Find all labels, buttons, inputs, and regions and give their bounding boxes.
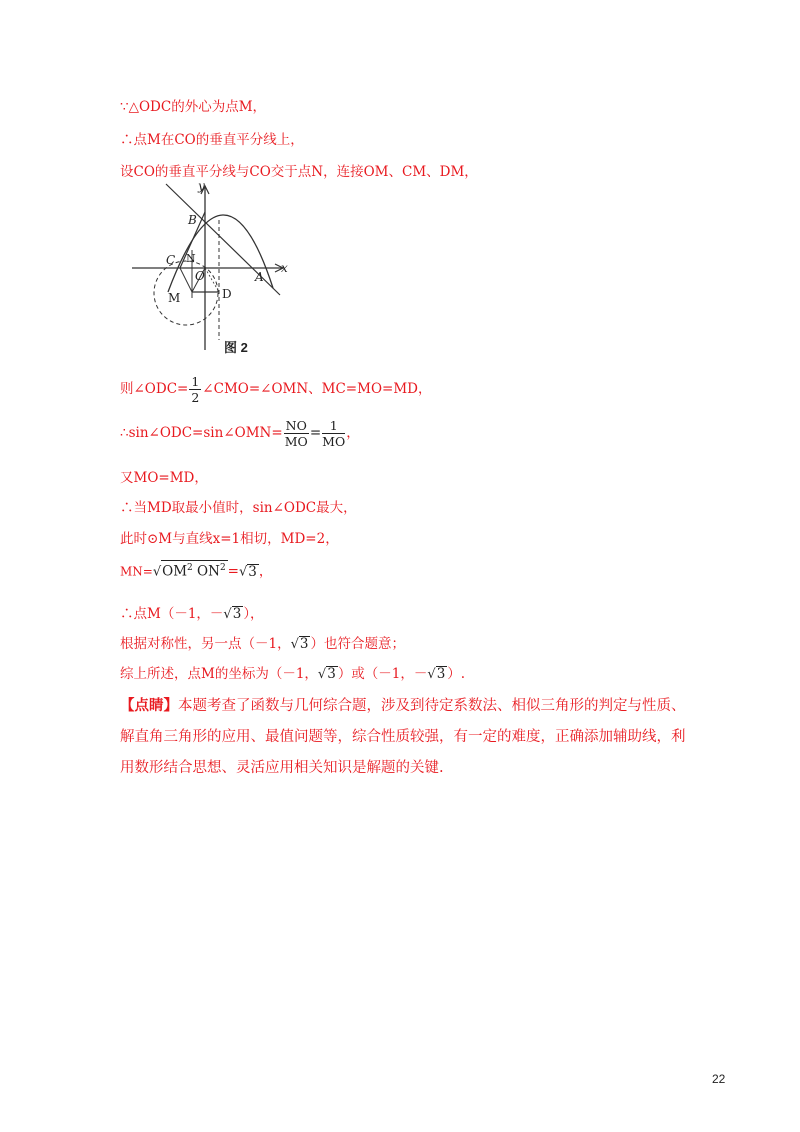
line-perpendicular-bisector: ∴点M在CO的垂直平分线上， xyxy=(120,132,304,148)
line-symmetry xyxy=(120,635,405,654)
page-number: 22 xyxy=(712,1072,726,1086)
label-o: O xyxy=(195,269,205,283)
radical-sign: √ xyxy=(223,607,232,622)
label-c: C xyxy=(166,253,176,267)
line-point-m-pre: ∴点M（－1，－ xyxy=(120,606,224,622)
line-sin-relation-pre: ∴sin∠ODC=sin∠OMN= xyxy=(120,425,283,441)
line-mo-md: 又MO=MD， xyxy=(120,470,208,486)
fraction-denominator: MO xyxy=(284,434,308,449)
line-conclusion-mid: ）或（－1，－ xyxy=(337,666,428,682)
fraction-denominator: MO xyxy=(322,434,346,449)
label-d: D xyxy=(222,287,232,301)
figure-2-diagram xyxy=(128,180,303,360)
sqrt-content: 3 xyxy=(248,563,257,580)
fraction-one-mo xyxy=(322,418,345,449)
label-b: B xyxy=(188,213,197,227)
line-mn xyxy=(120,560,272,582)
fraction-numerator: 1 xyxy=(191,374,200,389)
line-symmetry-pre: 根据对称性，另一点（－1， xyxy=(120,636,291,652)
comment-text: 本题考查了函数与几何综合题，涉及到待定系数法、相似三角形的判定与性质、解直角三角形的应用、最值问题等，综合性质较强，有一定的难度，正确添加辅助线，利用数形结合思想、灵活应用相关知识是解题的关键. xyxy=(120,698,686,776)
line-mn-post: ， xyxy=(258,563,273,580)
circle-m xyxy=(154,261,218,325)
exponent: 2 xyxy=(187,563,193,573)
radical-sign: √ xyxy=(152,564,162,580)
line-sin-relation-post: ， xyxy=(346,425,360,441)
label-a: A xyxy=(255,270,264,284)
sqrt-content: 3 xyxy=(327,666,336,682)
equals-sign: = xyxy=(309,425,322,441)
radical-sign: √ xyxy=(238,564,248,580)
segment-cm xyxy=(180,268,192,292)
fraction-no-mo xyxy=(284,418,309,449)
fraction-one-half xyxy=(189,374,201,405)
line-angle-relation-post: ∠CMO=∠OMN、MC=MO=MD， xyxy=(202,381,432,397)
line-point-m xyxy=(120,605,264,624)
line-conclusion xyxy=(120,665,465,684)
equals-sign: = xyxy=(227,563,239,580)
label-y: y xyxy=(198,180,205,193)
label-m: M xyxy=(168,291,181,305)
fraction-numerator: 1 xyxy=(322,418,345,434)
term-om: OM xyxy=(162,563,188,580)
line-symmetry-post: ）也符合题意； xyxy=(310,636,405,652)
fraction-numerator: NO xyxy=(285,418,307,433)
line-set-n: 设CO的垂直平分线与CO交于点N，连接OM、CM、DM， xyxy=(120,164,478,180)
exponent: 2 xyxy=(219,563,226,573)
line-point-m-post: ）， xyxy=(243,606,264,622)
label-x: x xyxy=(281,261,288,275)
segment-od xyxy=(205,268,219,292)
line-sin-relation xyxy=(120,418,360,449)
line-angle-relation-pre: 则∠ODC= xyxy=(120,381,189,397)
line-conclusion-pre: 综上所述，点M的坐标为（－1， xyxy=(120,666,318,682)
line-angle-relation xyxy=(120,374,431,405)
comment-tag: 【点睛】 xyxy=(120,697,178,714)
sqrt-content: 3 xyxy=(299,636,309,652)
sqrt-content: 3 xyxy=(232,606,242,622)
sqrt-content xyxy=(161,560,228,579)
line-conclusion-post: ）. xyxy=(447,666,466,682)
sqrt-content: 3 xyxy=(436,666,446,682)
line-mn-pre: MN= xyxy=(120,564,153,579)
radical-sign: √ xyxy=(427,667,436,682)
radical-sign: √ xyxy=(290,637,299,652)
line-circumcenter: ∵△ODC的外心为点M， xyxy=(120,99,267,115)
line-md-min: ∴当MD取最小值时，sin∠ODC最大， xyxy=(120,500,357,516)
figure-caption: 图 2 xyxy=(224,340,248,355)
radical-sign: √ xyxy=(317,667,327,682)
line-tangent: 此时⊙M与直线x=1相切，MD=2， xyxy=(120,531,339,547)
label-n: N xyxy=(186,252,196,265)
fraction-denominator: 2 xyxy=(191,390,200,405)
comment-paragraph xyxy=(120,690,690,784)
term-on: ON xyxy=(192,563,220,580)
